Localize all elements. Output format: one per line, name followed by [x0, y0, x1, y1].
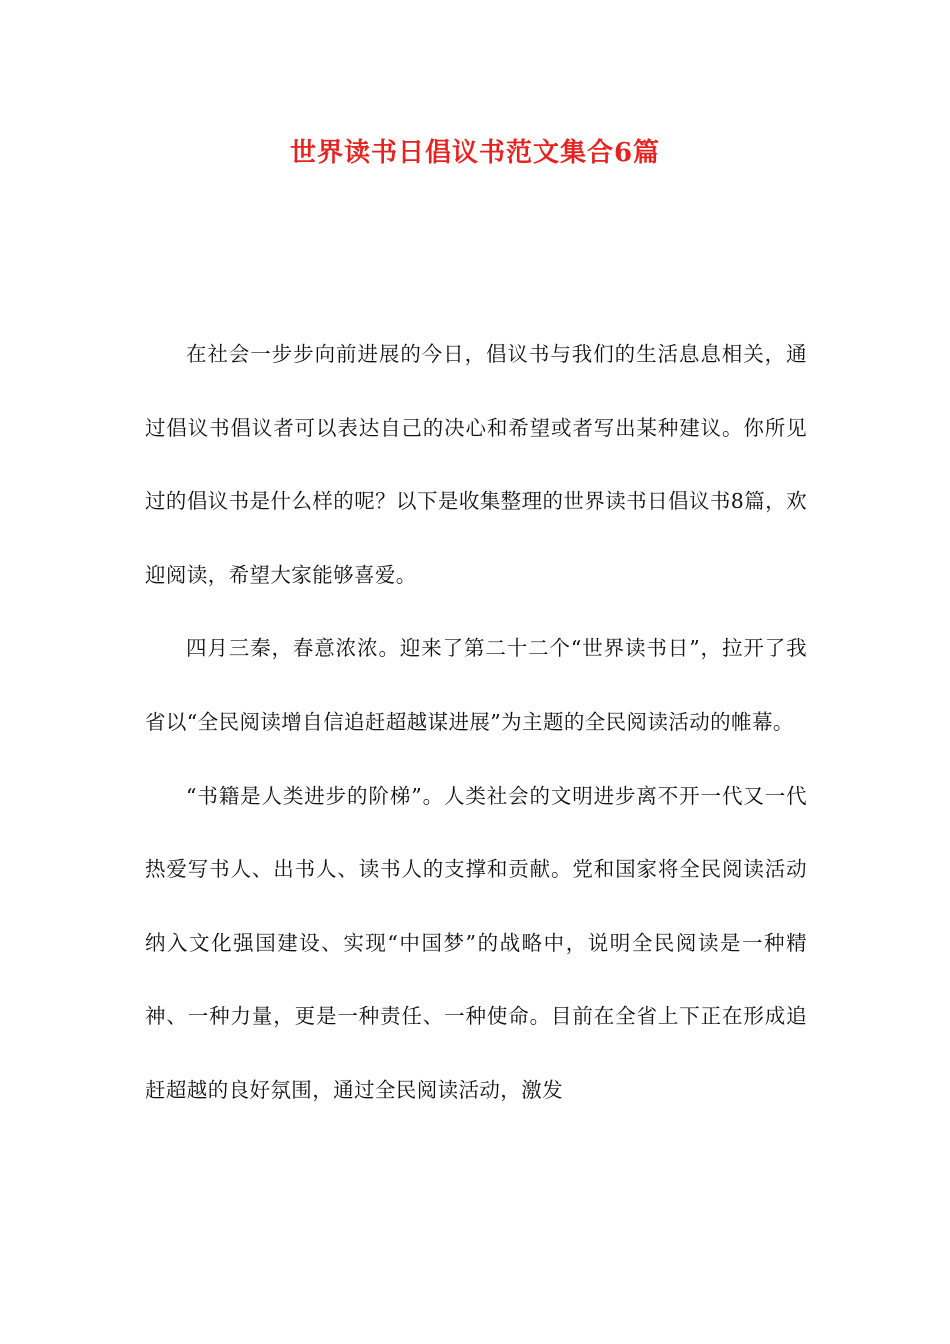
- paragraph-books-ladder: “书籍是人类进步的阶梯”。人类社会的文明进步离不开一代又一代热爱写书人、出书人、读书人的支撑和贡献。党和国家将全民阅读活动纳入文化强国建设、实现“中国梦”的战略中，说明全民阅读是一种精神、一种力量，更是一种责任、一种使命。目前在全省上下正在形成追赶超越的良好氛围，通过全民阅读活动，激发: [145, 783, 807, 1102]
- document-body: [145, 318, 807, 1128]
- document-title: 世界读书日倡议书范文集合6篇: [289, 138, 661, 168]
- paragraph-intro: 在社会一步步向前进展的今日，倡议书与我们的生活息息相关，通过倡议书倡议者可以表达自己的决心和希望或者写出某种建议。你所见过的倡议书是什么样的呢？以下是收集整理的世界读书日倡议书8篇，欢迎阅读，希望大家能够喜爱。: [145, 342, 807, 587]
- paragraph-april: 四月三秦，春意浓浓。迎来了第二十二个“世界读书日”，拉开了我省以“全民阅读增自信追赶超越谋进展”为主题的全民阅读活动的帷幕。: [145, 636, 807, 734]
